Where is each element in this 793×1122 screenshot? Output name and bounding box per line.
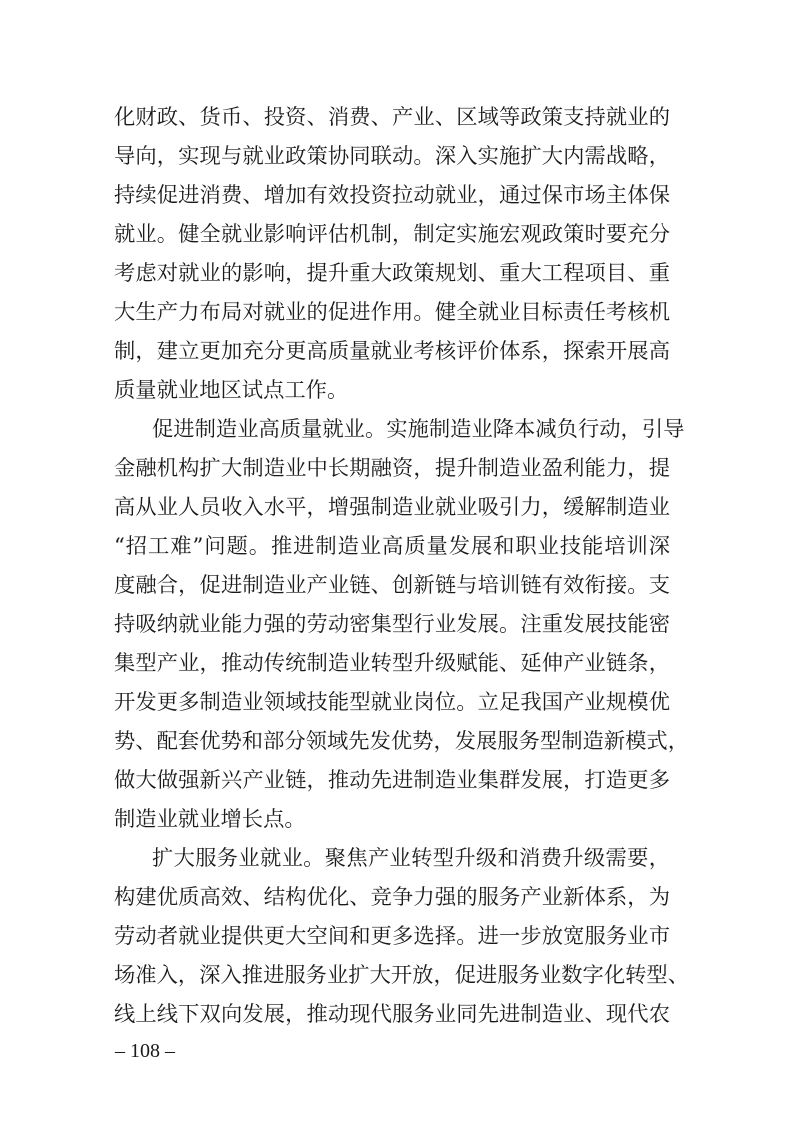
text-line: 高从业人员收入水平，增强制造业就业吸引力，缓解制造业 bbox=[114, 495, 670, 520]
text-line: 线上线下双向发展，推动现代服务业同先进制造业、现代农 bbox=[114, 1002, 670, 1027]
text-line: 金融机构扩大制造业中长期融资，提升制造业盈利能力，提 bbox=[114, 456, 670, 481]
text-line: 势、配套优势和部分领域先发优势，发展服务型制造新模式， bbox=[114, 729, 690, 754]
text-line: 化财政、货币、投资、消费、产业、区域等政策支持就业的 bbox=[114, 105, 670, 130]
text-line: 集型产业，推动传统制造业转型升级赋能、延伸产业链条， bbox=[114, 651, 670, 676]
text-line: 构建优质高效、结构优化、竞争力强的服务产业新体系，为 bbox=[114, 885, 670, 910]
text-line: “招工难”问题。推进制造业高质量发展和职业技能培训深 bbox=[114, 534, 670, 559]
text-line: 考虑对就业的影响，提升重大政策规划、重大工程项目、重 bbox=[114, 261, 670, 286]
text-line: 质量就业地区试点工作。 bbox=[114, 378, 349, 403]
text-line: 持续促进消费、增加有效投资拉动就业，通过保市场主体保 bbox=[114, 183, 670, 208]
text-line: 制，建立更加充分更高质量就业考核评价体系，探索开展高 bbox=[114, 339, 670, 364]
text-line: 制造业就业增长点。 bbox=[114, 807, 306, 832]
paragraph-first-line: 促进制造业高质量就业。实施制造业降本减负行动，引导 bbox=[152, 417, 685, 442]
text-line: 就业。健全就业影响评估机制，制定实施宏观政策时要充分 bbox=[114, 222, 670, 247]
paragraph-first-line: 扩大服务业就业。聚焦产业转型升级和消费升级需要， bbox=[152, 846, 670, 871]
text-line: 持吸纳就业能力强的劳动密集型行业发展。注重发展技能密 bbox=[114, 612, 670, 637]
text-line: 劳动者就业提供更大空间和更多选择。进一步放宽服务业市 bbox=[114, 924, 670, 949]
text-line: 度融合，促进制造业产业链、创新链与培训链有效衔接。支 bbox=[114, 573, 670, 598]
page-number: – 108 – bbox=[115, 1040, 175, 1062]
text-line: 开发更多制造业领域技能型就业岗位。立足我国产业规模优 bbox=[114, 690, 670, 715]
text-line: 大生产力布局对就业的促进作用。健全就业目标责任考核机 bbox=[114, 300, 670, 325]
text-line: 导向，实现与就业政策协同联动。深入实施扩大内需战略， bbox=[114, 144, 670, 169]
text-line: 做大做强新兴产业链，推动先进制造业集群发展，打造更多 bbox=[114, 768, 670, 793]
text-line: 场准入，深入推进服务业扩大开放，促进服务业数字化转型、 bbox=[114, 963, 690, 988]
